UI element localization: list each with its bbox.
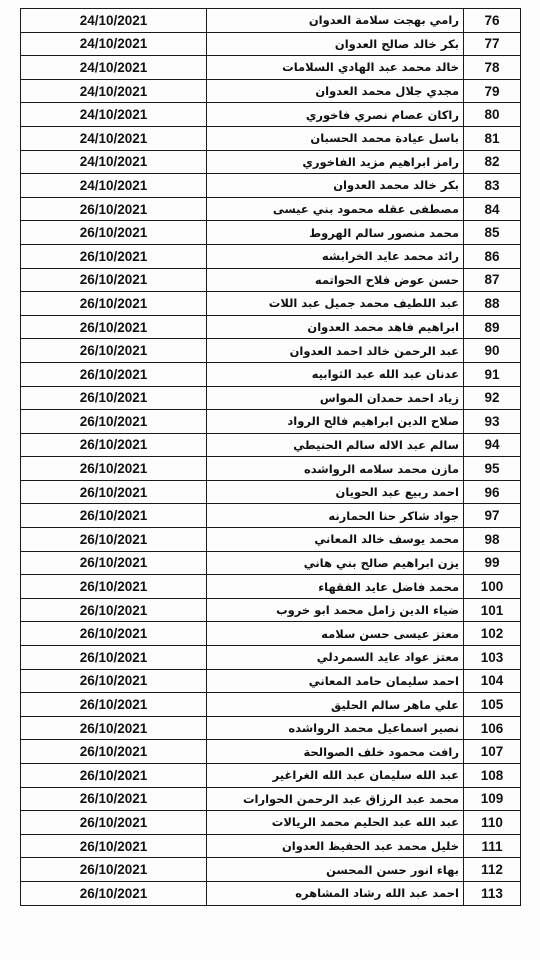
table-row	[21, 126, 521, 150]
row-number: 79	[464, 79, 521, 103]
row-number: 103	[464, 646, 521, 670]
row-name: يزن ابراهيم صالح بني هاني	[207, 551, 464, 575]
table-row	[21, 646, 521, 670]
row-number: 111	[464, 834, 521, 858]
row-number: 94	[464, 433, 521, 457]
table-row	[21, 221, 521, 245]
table-row	[21, 716, 521, 740]
row-number: 91	[464, 362, 521, 386]
row-date: 26/10/2021	[21, 457, 207, 481]
table-row	[21, 79, 521, 103]
row-date: 26/10/2021	[21, 410, 207, 434]
row-name: احمد سليمان حامد المعاني	[207, 669, 464, 693]
row-number: 78	[464, 56, 521, 80]
row-date: 26/10/2021	[21, 716, 207, 740]
table-row	[21, 811, 521, 835]
row-name: عبد اللطيف محمد جميل عبد اللات	[207, 292, 464, 316]
row-date: 26/10/2021	[21, 386, 207, 410]
row-date: 26/10/2021	[21, 740, 207, 764]
row-name: رامز ابراهيم مزيد الفاخوري	[207, 150, 464, 174]
row-name: معتز عيسى حسن سلامه	[207, 622, 464, 646]
row-number: 108	[464, 764, 521, 788]
table-row	[21, 834, 521, 858]
row-date: 26/10/2021	[21, 480, 207, 504]
table-row	[21, 268, 521, 292]
row-date: 26/10/2021	[21, 669, 207, 693]
row-name: بكر خالد صالح العدوان	[207, 32, 464, 56]
row-date: 26/10/2021	[21, 362, 207, 386]
row-name: رافت محمود خلف الصوالحة	[207, 740, 464, 764]
table-row	[21, 315, 521, 339]
row-name: محمد يوسف خالد المعاني	[207, 528, 464, 552]
row-date: 26/10/2021	[21, 197, 207, 221]
table-row	[21, 787, 521, 811]
row-name: مجدي جلال محمد العدوان	[207, 79, 464, 103]
row-number: 87	[464, 268, 521, 292]
table-row	[21, 764, 521, 788]
row-number: 80	[464, 103, 521, 127]
row-number: 81	[464, 126, 521, 150]
row-date: 26/10/2021	[21, 504, 207, 528]
row-number: 105	[464, 693, 521, 717]
row-name: خليل محمد عبد الحفيظ العدوان	[207, 834, 464, 858]
row-date: 26/10/2021	[21, 646, 207, 670]
row-name: عبد الرحمن خالد احمد العدوان	[207, 339, 464, 363]
row-name: باسل عيادة محمد الحسبان	[207, 126, 464, 150]
row-number: 92	[464, 386, 521, 410]
row-name: نصير اسماعيل محمد الرواشده	[207, 716, 464, 740]
table-row	[21, 433, 521, 457]
row-date: 26/10/2021	[21, 693, 207, 717]
row-date: 24/10/2021	[21, 9, 207, 33]
table-row	[21, 339, 521, 363]
row-number: 84	[464, 197, 521, 221]
row-number: 112	[464, 858, 521, 882]
row-date: 26/10/2021	[21, 221, 207, 245]
row-name: بكر خالد محمد العدوان	[207, 174, 464, 198]
row-date: 24/10/2021	[21, 32, 207, 56]
table-body	[21, 9, 521, 906]
table-row	[21, 457, 521, 481]
table-row	[21, 575, 521, 599]
row-date: 24/10/2021	[21, 126, 207, 150]
row-number: 102	[464, 622, 521, 646]
row-date: 24/10/2021	[21, 150, 207, 174]
row-date: 24/10/2021	[21, 103, 207, 127]
table-row	[21, 56, 521, 80]
row-number: 77	[464, 32, 521, 56]
row-number: 104	[464, 669, 521, 693]
row-name: راكان عصام نصري فاخوري	[207, 103, 464, 127]
row-number: 86	[464, 244, 521, 268]
row-name: عبد الله عبد الحليم محمد الريالات	[207, 811, 464, 835]
table-row	[21, 693, 521, 717]
row-date: 26/10/2021	[21, 551, 207, 575]
row-number: 101	[464, 598, 521, 622]
table-row	[21, 292, 521, 316]
row-name: عدنان عبد الله عبد الثوابيه	[207, 362, 464, 386]
row-date: 26/10/2021	[21, 834, 207, 858]
row-name: احمد عبد الله رشاد المشاهره	[207, 881, 464, 905]
table-row	[21, 858, 521, 882]
row-date: 26/10/2021	[21, 339, 207, 363]
row-number: 90	[464, 339, 521, 363]
row-date: 26/10/2021	[21, 858, 207, 882]
row-number: 89	[464, 315, 521, 339]
row-name: حسن عوض فلاح الحواتمه	[207, 268, 464, 292]
row-name: محمد عبد الرزاق عبد الرحمن الحوارات	[207, 787, 464, 811]
table-row	[21, 386, 521, 410]
row-name: زياد احمد حمدان المواس	[207, 386, 464, 410]
table-row	[21, 197, 521, 221]
row-number: 95	[464, 457, 521, 481]
row-name: مازن محمد سلامه الرواشده	[207, 457, 464, 481]
row-number: 97	[464, 504, 521, 528]
table-row	[21, 480, 521, 504]
row-name: علي ماهر سالم الحليق	[207, 693, 464, 717]
row-date: 26/10/2021	[21, 575, 207, 599]
table-row	[21, 410, 521, 434]
row-number: 98	[464, 528, 521, 552]
row-number: 85	[464, 221, 521, 245]
row-number: 83	[464, 174, 521, 198]
row-number: 100	[464, 575, 521, 599]
row-date: 26/10/2021	[21, 598, 207, 622]
row-date: 26/10/2021	[21, 433, 207, 457]
row-date: 24/10/2021	[21, 174, 207, 198]
row-date: 26/10/2021	[21, 268, 207, 292]
row-date: 26/10/2021	[21, 881, 207, 905]
row-name: محمد منصور سالم الهروط	[207, 221, 464, 245]
row-name: سالم عبد الاله سالم الحنيطي	[207, 433, 464, 457]
row-date: 26/10/2021	[21, 811, 207, 835]
row-name: ضياء الدين زامل محمد ابو خروب	[207, 598, 464, 622]
row-number: 110	[464, 811, 521, 835]
table-row	[21, 598, 521, 622]
table-row	[21, 32, 521, 56]
row-number: 107	[464, 740, 521, 764]
row-date: 24/10/2021	[21, 79, 207, 103]
row-date: 26/10/2021	[21, 622, 207, 646]
row-number: 82	[464, 150, 521, 174]
row-name: احمد ربيع عبد الحويان	[207, 480, 464, 504]
row-date: 24/10/2021	[21, 56, 207, 80]
row-name: مصطفى عقله محمود بني عيسى	[207, 197, 464, 221]
table-row	[21, 9, 521, 33]
row-date: 26/10/2021	[21, 787, 207, 811]
row-number: 88	[464, 292, 521, 316]
row-name: جواد شاكر حنا الحمارنه	[207, 504, 464, 528]
table-row	[21, 174, 521, 198]
table-row	[21, 528, 521, 552]
row-date: 26/10/2021	[21, 244, 207, 268]
table-row	[21, 362, 521, 386]
row-number: 93	[464, 410, 521, 434]
row-number: 99	[464, 551, 521, 575]
table-row	[21, 150, 521, 174]
row-date: 26/10/2021	[21, 764, 207, 788]
row-name: معتز عواد عايد السمردلي	[207, 646, 464, 670]
table-row	[21, 103, 521, 127]
row-name: رائد محمد عايد الخرابشه	[207, 244, 464, 268]
row-number: 113	[464, 881, 521, 905]
table-row	[21, 669, 521, 693]
row-number: 106	[464, 716, 521, 740]
table-row	[21, 551, 521, 575]
row-date: 26/10/2021	[21, 528, 207, 552]
table-row	[21, 740, 521, 764]
row-name: خالد محمد عبد الهادي السلامات	[207, 56, 464, 80]
row-name: رامي بهجت سلامة العدوان	[207, 9, 464, 33]
row-name: صلاح الدين ابراهيم فالح الرواد	[207, 410, 464, 434]
row-name: محمد فاضل عايد الفقهاء	[207, 575, 464, 599]
table-row	[21, 881, 521, 905]
row-date: 26/10/2021	[21, 315, 207, 339]
row-number: 109	[464, 787, 521, 811]
table-row	[21, 504, 521, 528]
row-number: 76	[464, 9, 521, 33]
row-date: 26/10/2021	[21, 292, 207, 316]
names-table	[20, 8, 521, 906]
table-row	[21, 622, 521, 646]
row-number: 96	[464, 480, 521, 504]
row-name: بهاء انور حسن المحسن	[207, 858, 464, 882]
table-row	[21, 244, 521, 268]
row-name: ابراهيم فاهد محمد العدوان	[207, 315, 464, 339]
row-name: عبد الله سليمان عبد الله الغراغير	[207, 764, 464, 788]
